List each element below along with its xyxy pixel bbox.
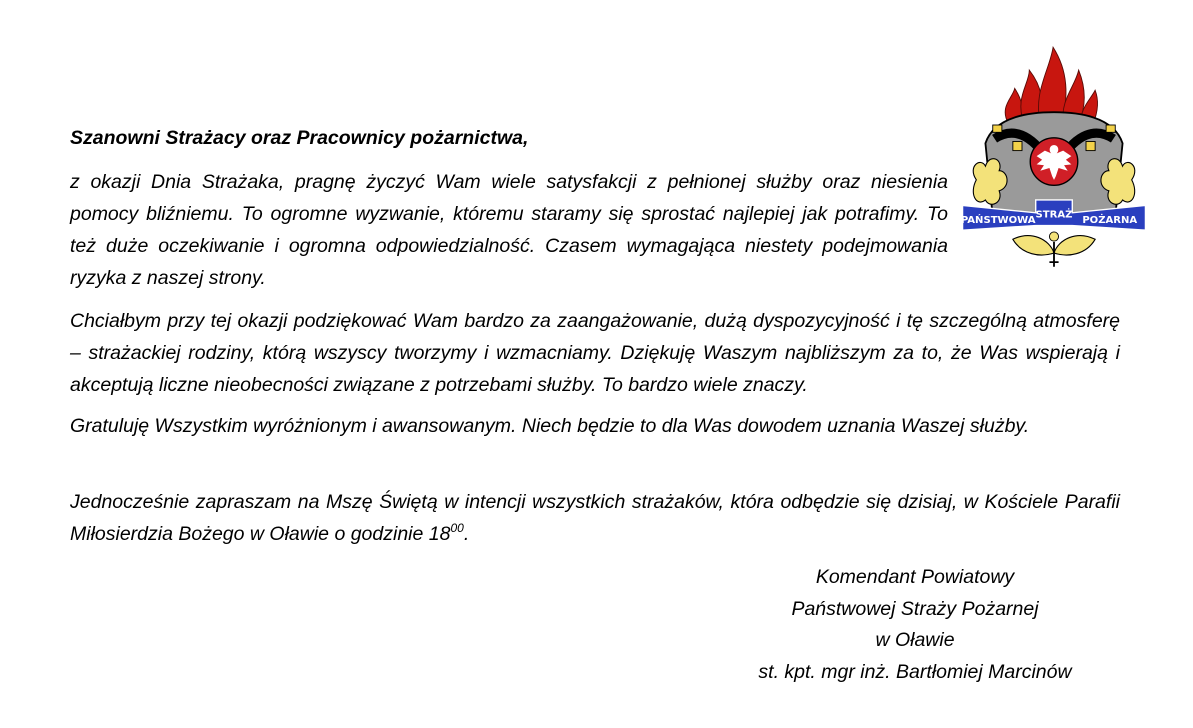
letter-greeting: Szanowni Strażacy oraz Pracownicy pożarnictwa, xyxy=(70,127,529,149)
letter-paragraph-1: z okazji Dnia Strażaka, pragnę życzyć Wam wiele satysfakcji z pełnionej służby oraz niesienia pomocy bliźniemu. To ogromne wyzwanie, któremu staramy się sprostać najlepiej jak potrafimy. To też duże oczekiwanie i ogromna odpowiedzialność. Czasem wymagająca niestety podejmowania ryzyka z naszej strony. xyxy=(70,171,948,289)
ribbon-text-pozarna: POŻARNA xyxy=(1082,214,1138,226)
signature-block xyxy=(700,562,1130,688)
time-superscript: 00 xyxy=(450,520,464,535)
ribbon-text-straz: STRAŻ xyxy=(1035,209,1073,221)
invitation-text: Jednocześnie zapraszam na Mszę Świętą w intencji wszystkich strażaków, która odbędzie się dzisiaj, w Kościele Parafii Miłosierdzia Bożego w Oławie o godzinie 18 xyxy=(70,491,1120,545)
letter-paragraph-3: Gratuluję Wszystkim wyróżnionym i awansowanym. Niech będzie to dla Was dowodem uznania Waszej służby. xyxy=(70,415,1030,437)
letter-invitation xyxy=(70,486,1120,550)
signature-line-title: Komendant Powiatowy xyxy=(815,566,1015,588)
ribbon-text-panstwowa: PAŃSTWOWA xyxy=(960,214,1036,226)
letter-paragraph-2: Chciałbym przy tej okazji podziękować Wam bardzo za zaangażowanie, dużą dyspozycyjność i tę szczególną atmosferę – strażackiej rodziny, którą wszyscy tworzymy i wzmacniamy. Dziękuję Waszym najbliższym za to, że Was wspierają i akceptują liczne nieobecności związane z potrzebami służby. To bardzo wiele znaczy. xyxy=(70,310,1120,396)
signature-line-org: Państwowej Straży Pożarnej xyxy=(791,597,1039,620)
psp-emblem-logo xyxy=(958,38,1150,276)
signature-line-location: w Oławie xyxy=(875,629,955,651)
invitation-end: . xyxy=(463,523,470,545)
signature-line-name: st. kpt. mgr inż. Bartłomiej Marcinów xyxy=(758,660,1072,683)
